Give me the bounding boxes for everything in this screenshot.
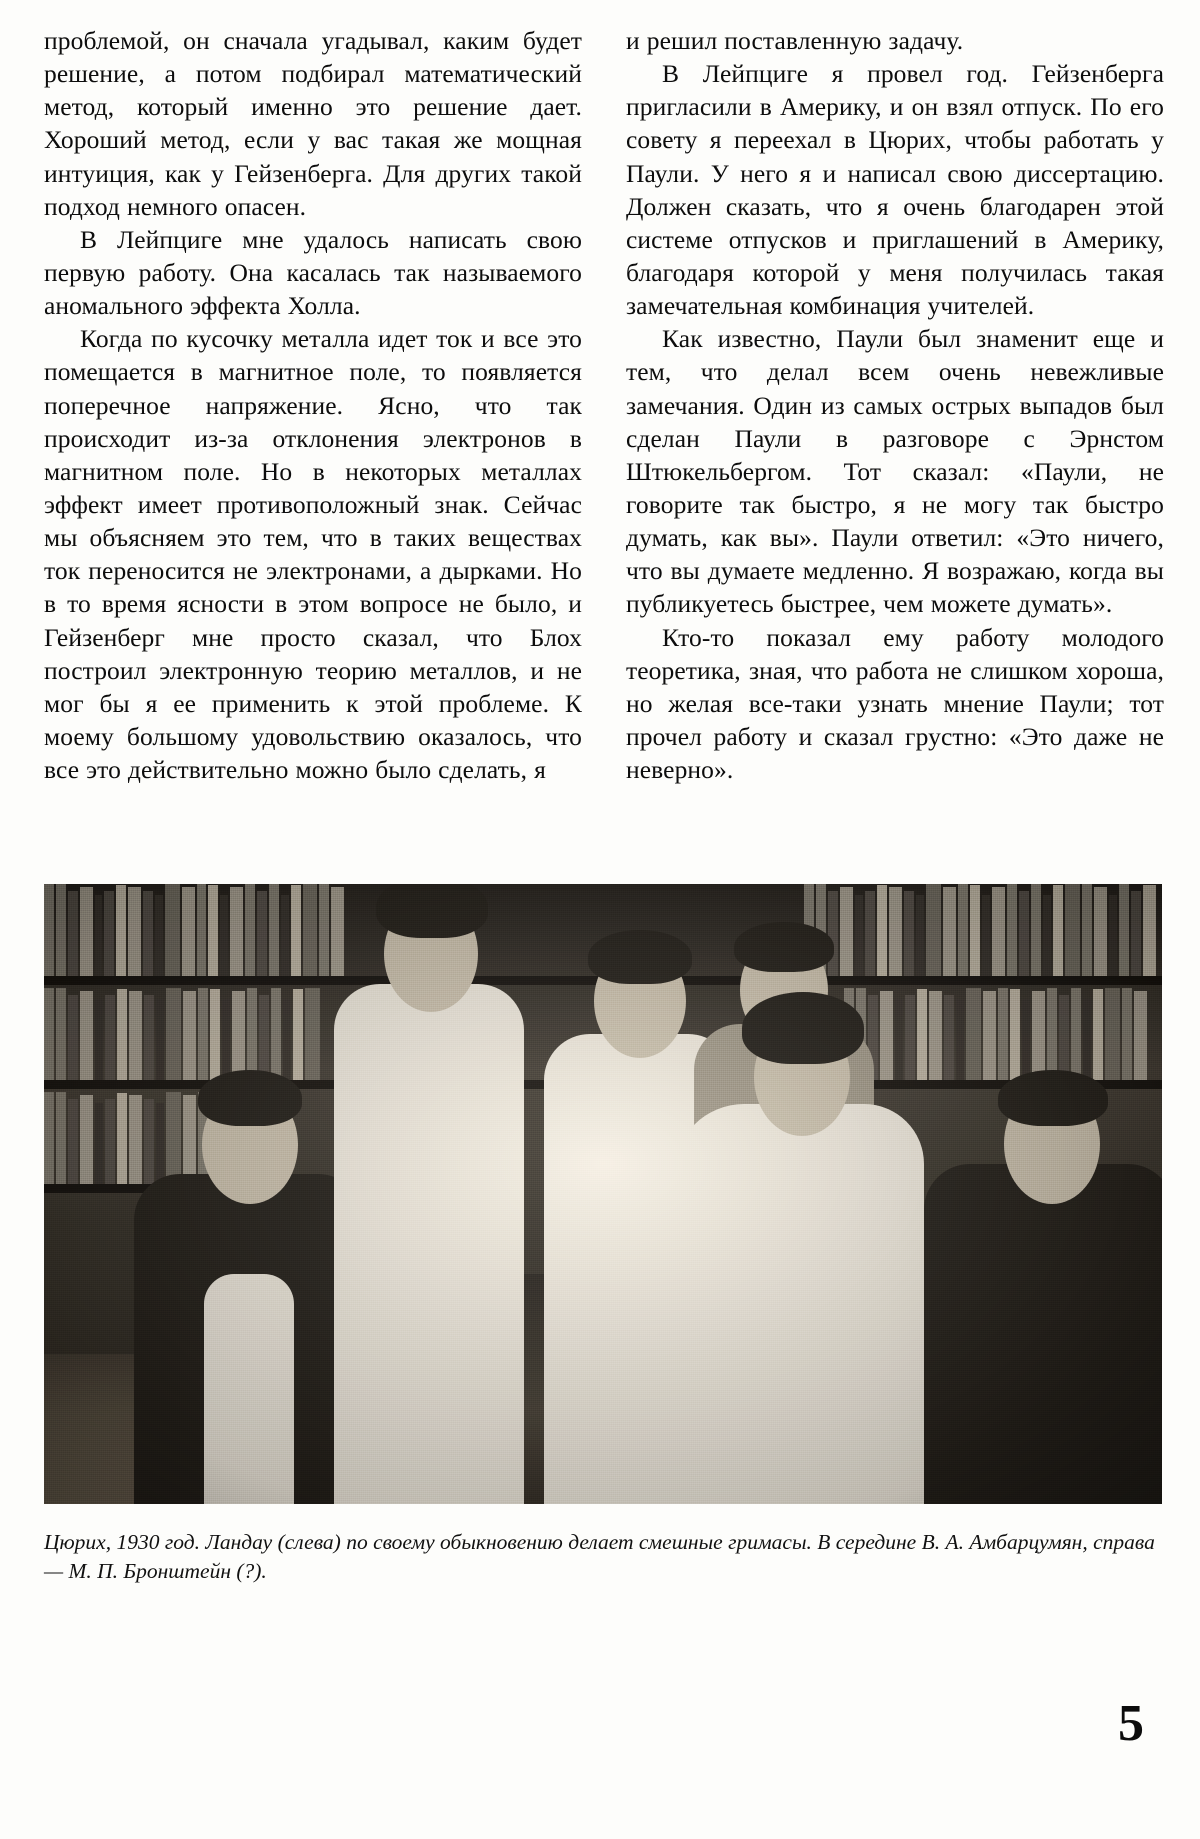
left-column <box>44 24 582 786</box>
paragraph: Как известно, Паули был знаменит еще и тем, что делал всем очень невежливые замечания. Один из самых острых выпадов был сделан Паули в разговоре с Эрнстом Штюкельбергом. Тот сказал: «Паули, не говорите так быстро, я не могу так быстро думать, как вы». Паули ответил: «Это ничего, что вы думаете медленно. Я возражаю, когда вы публикуетесь быстрее, чем можете думать». <box>626 324 1164 619</box>
right-column <box>626 24 1164 786</box>
page-number: 5 <box>1118 1695 1144 1752</box>
paragraph: В Лейпциге я провел год. Гейзенберга пригласили в Америку, и он взял отпуск. По его совету я переехал в Цюрих, чтобы работать у Паули. У него я и написал свою диссертацию. Должен сказать, что я очень благодарен этой системе отпусков и приглашений в Америку, благодаря которой у меня получилась такая замечательная комбинация учителей. <box>626 59 1164 321</box>
paragraph: проблемой, он сначала угадывал, каким будет решение, а потом подбирал математический метод, который именно это решение дает. Хороший метод, если у вас такая же мощная интуиция, как у Гейзенберга. Для других такой подход немного опасен. <box>44 26 582 221</box>
photo-image <box>44 884 1162 1504</box>
figure-caption: Цюрих, 1930 год. Ландау (слева) по своему обыкновению делает смешные гримасы. В середине В. А. Амбарцумян, справа — М. П. Бронштейн (?). <box>44 1530 1155 1583</box>
paragraph: Когда по кусочку металла идет ток и все это помещается в магнитное поле, то появляется поперечное напряжение. Ясно, что так происходит из-за отклонения электронов в магнитном поле. Но в некоторых металлах эффект имеет противоположный знак. Сейчас мы объясняем это тем, что в таких веществах ток переносится не электронами, а дырками. Но в то время ясности в этом вопросе не было, и Гейзенберг мне просто сказал, что Блох построил электронную теорию металлов, и не мог бы я ее применить к этой проблеме. К моему большому удовольствию оказалось, что все это действительно можно было сделать, я <box>44 324 582 785</box>
figure-photograph <box>44 884 1162 1504</box>
article-columns <box>44 24 1164 786</box>
paragraph: Кто-то показал ему работу молодого теоретика, зная, что работа не слишком хороша, но желая все-таки узнать мнение Паули; тот прочел работу и сказал грустно: «Это даже не неверно». <box>626 622 1164 785</box>
paragraph: В Лейпциге мне удалось написать свою первую работу. Она касалась так называемого аномального эффекта Холла. <box>44 224 582 321</box>
paragraph: и решил поставленную задачу. <box>626 26 964 55</box>
